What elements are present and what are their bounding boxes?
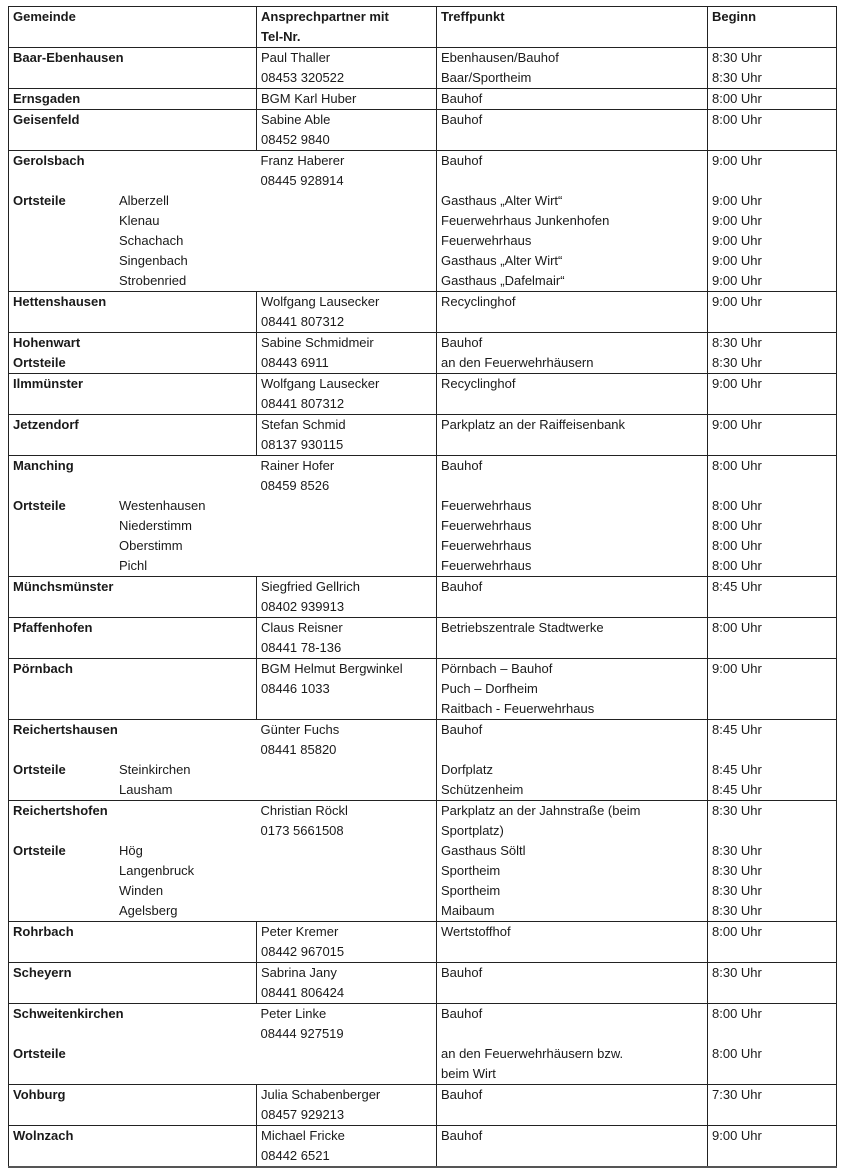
ortsteil-start-time: 9:00 Uhr (712, 193, 762, 208)
gemeinde-cell (9, 110, 257, 151)
gemeinde-cell (9, 374, 257, 415)
ortsteil-meeting-point: Feuerwehrhaus (441, 558, 532, 573)
ortsteile-label: Ortsteile (13, 762, 66, 777)
start-time: 9:00 Uhr (712, 1128, 762, 1143)
spacer (441, 476, 703, 496)
ortsteile-list (119, 760, 253, 800)
contact-cell (257, 456, 437, 577)
contact-phone: 08452 9840 (261, 132, 330, 147)
contact-phone: 08441 78-136 (261, 640, 342, 655)
start-time: 8:00 Uhr (712, 924, 762, 939)
contact-name: Sabine Able (261, 112, 331, 127)
ortsteil-meeting-point: Feuerwehrhaus (441, 518, 532, 533)
start-time: 8:45 Uhr (712, 722, 762, 737)
ortsteil-name: Niederstimm (119, 518, 192, 533)
table-row (9, 963, 837, 1004)
treffpunkt-cell (437, 151, 708, 292)
ortsteil-name: Klenau (119, 213, 160, 228)
meeting-point: Parkplatz an der Jahnstraße (beim (441, 803, 641, 818)
header-treffpunkt (437, 7, 708, 48)
beginn-cell (708, 801, 837, 922)
contact-phone: 08446 1033 (261, 681, 330, 696)
start-time: 9:00 Uhr (712, 153, 762, 168)
spacer (712, 1024, 832, 1044)
ortsteil-name: Hög (119, 843, 143, 858)
start-time: 9:00 Uhr (712, 661, 762, 676)
gemeinde-cell (9, 1085, 257, 1126)
treffpunkt-cell (437, 456, 708, 577)
ortsteil-meeting-point: Gasthaus „Alter Wirt“ (441, 193, 563, 208)
contact-name: Franz Haberer (260, 153, 345, 168)
ortsteil-name: Winden (119, 883, 164, 898)
gemeinde-cell (9, 577, 257, 618)
beginn-cell (708, 659, 837, 720)
gemeinde-cell (9, 333, 257, 374)
header-beginn-label: Beginn (712, 9, 757, 24)
meeting-point: Bauhof (441, 91, 483, 106)
contact-name: Wolfgang Lausecker (261, 294, 380, 309)
ortsteil-meeting-point: Schützenheim (441, 782, 524, 797)
beginn-cell (708, 577, 837, 618)
header-contact-line1: Ansprechpartner mit (261, 9, 389, 24)
contact-phone: 0173 5661508 (260, 823, 344, 838)
start-time: 7:30 Uhr (712, 1087, 762, 1102)
gemeinde-name: Geisenfeld (13, 112, 80, 127)
ortsteil-name: Singenbach (119, 253, 188, 268)
beginn-cell (708, 1126, 837, 1168)
ortsteile-label: Ortsteile (13, 1046, 66, 1061)
contact-name: Julia Schabenberger (261, 1087, 381, 1102)
spacer (13, 476, 253, 496)
ortsteil-start-time: 8:00 Uhr (712, 518, 762, 533)
contact-name: Sabine Schmidmeir (261, 335, 374, 350)
ortsteil-meeting-point: Feuerwehrhaus (441, 538, 532, 553)
ortsteil-meeting-point: Feuerwehrhaus (441, 233, 532, 248)
contact-name: Peter Linke (260, 1006, 327, 1021)
start-time: 8:00 Uhr (712, 1006, 762, 1021)
contact-cell (257, 292, 437, 333)
contact-cell (257, 151, 437, 292)
contact-cell (257, 922, 437, 963)
contact-name: Siegfried Gellrich (261, 579, 360, 594)
start-time: 8:00 Uhr (712, 620, 762, 635)
table-row (9, 618, 837, 659)
ortsteil-start-time: 8:30 Uhr (712, 883, 762, 898)
ortsteil-name: Pichl (119, 558, 148, 573)
beginn-cell (708, 1085, 837, 1126)
contact-phone: 08137 930115 (261, 437, 344, 452)
contact-cell (257, 48, 437, 89)
table-row (9, 1126, 837, 1168)
beginn-cell (708, 89, 837, 110)
contact-cell (257, 415, 437, 456)
start-time (712, 821, 832, 841)
ortsteil-name: Langenbruck (119, 863, 195, 878)
contact-name: Sabrina Jany (261, 965, 337, 980)
contact-phone: 08445 928914 (260, 173, 344, 188)
ortsteil-start-time: 8:00 Uhr (712, 498, 762, 513)
start-time: 8:00 Uhr (712, 112, 762, 127)
start-time: 8:30 Uhr (712, 803, 762, 818)
ortsteil-start-time: 8:00 Uhr (712, 538, 762, 553)
contact-cell (257, 1126, 437, 1168)
gemeinde-cell (9, 89, 257, 110)
meeting-point: Pörnbach – Bauhof (441, 661, 553, 676)
header-contact (257, 7, 437, 48)
contact-cell (257, 89, 437, 110)
meeting-point: Puch – Dorfheim (441, 681, 538, 696)
table-row (9, 415, 837, 456)
contact-cell (257, 333, 437, 374)
gemeinde-cell (9, 720, 257, 801)
table-row (9, 456, 837, 577)
ortsteil-start-time: 8:45 Uhr (712, 782, 762, 797)
table-row (9, 1085, 837, 1126)
meeting-point: Bauhof (441, 1087, 483, 1102)
ortsteil-name: Schachach (119, 233, 184, 248)
gemeinde-name: Reichertshausen (13, 722, 118, 737)
gemeinde-cell (9, 618, 257, 659)
treffpunkt-cell (437, 1004, 708, 1085)
ortsteil-start-time: 8:00 Uhr (712, 558, 762, 573)
table-row (9, 292, 837, 333)
contact-name: Rainer Hofer (260, 458, 335, 473)
gemeinde-name: Schweitenkirchen (13, 1006, 124, 1021)
ortsteile-label: Ortsteile (13, 843, 66, 858)
contact-phone: 08442 967015 (261, 944, 345, 959)
contact-phone: 08402 939913 (261, 599, 345, 614)
ortsteil-name: Strobenried (119, 273, 187, 288)
beginn-cell (708, 151, 837, 292)
ortsteil-name: Steinkirchen (119, 762, 191, 777)
header-treffpunkt-label: Treffpunkt (441, 9, 505, 24)
treffpunkt-cell (437, 292, 708, 333)
gemeinde-name: Gerolsbach (13, 153, 85, 168)
beginn-cell (708, 963, 837, 1004)
spacer (13, 171, 253, 191)
ortsteil-name: Oberstimm (119, 538, 183, 553)
contact-phone: 08459 8526 (260, 478, 330, 493)
header-beginn (708, 7, 837, 48)
ortsteil-start-time: 9:00 Uhr (712, 273, 762, 288)
ortsteil-start-time: 9:00 Uhr (712, 233, 762, 248)
gemeinde-name: Hettenshausen (13, 294, 107, 309)
treffpunkt-cell (437, 963, 708, 1004)
meeting-point: Bauhof (441, 153, 483, 168)
start-time: 8:30 Uhr (712, 355, 762, 370)
beginn-cell (708, 333, 837, 374)
treffpunkt-cell (437, 801, 708, 922)
gemeinde-cell (9, 415, 257, 456)
table-row (9, 110, 837, 151)
gemeinde-name: Baar-Ebenhausen (13, 50, 124, 65)
gemeinde-cell (9, 963, 257, 1004)
ortsteil-name: Agelsberg (119, 903, 178, 918)
contact-phone: 08441 807312 (261, 396, 345, 411)
ortsteil-start-time: 8:30 Uhr (712, 843, 762, 858)
table-header-row (9, 7, 837, 48)
treffpunkt-cell (437, 48, 708, 89)
gemeinde-name: Ilmmünster (13, 376, 84, 391)
beginn-cell (708, 48, 837, 89)
meeting-point: Bauhof (441, 722, 483, 737)
ortsteile-list (119, 496, 253, 576)
contact-cell (257, 801, 437, 922)
ortsteil-start-time: 8:30 Uhr (712, 863, 762, 878)
table-body (9, 48, 837, 1168)
contact-phone: 08441 807312 (261, 314, 345, 329)
start-time: 8:30 Uhr (712, 965, 762, 980)
contact-name: Peter Kremer (261, 924, 339, 939)
contact-phone: 08453 320522 (261, 70, 345, 85)
meeting-point: Raitbach - Feuerwehrhaus (441, 701, 595, 716)
ortsteil-start-time: 9:00 Uhr (712, 253, 762, 268)
ortsteil-name: Alberzell (119, 193, 169, 208)
contact-cell (257, 618, 437, 659)
start-time: 9:00 Uhr (712, 417, 762, 432)
spacer (712, 476, 832, 496)
meeting-point: Parkplatz an der Raiffeisenbank (441, 417, 626, 432)
treffpunkt-cell (437, 1085, 708, 1126)
gemeinde-cell (9, 922, 257, 963)
table-row (9, 922, 837, 963)
contact-name: Stefan Schmid (261, 417, 346, 432)
beginn-cell (708, 720, 837, 801)
gemeinde-name: Hohenwart (13, 335, 81, 350)
ortsteil-meeting-point: Dorfplatz (441, 762, 494, 777)
gemeinde-cell (9, 1126, 257, 1168)
gemeinde-cell (9, 801, 257, 922)
treffpunkt-cell (437, 374, 708, 415)
beginn-cell (708, 1004, 837, 1085)
spacer (441, 740, 703, 760)
contact-name: Wolfgang Lausecker (261, 376, 380, 391)
gemeinde-name: Münchsmünster (13, 579, 114, 594)
start-time: 9:00 Uhr (712, 376, 762, 391)
ortsteil-start-time: 9:00 Uhr (712, 213, 762, 228)
meeting-point: Wertstoffhof (441, 924, 511, 939)
beginn-cell (708, 415, 837, 456)
gemeinde-cell (9, 292, 257, 333)
ortsteile-list (119, 841, 253, 921)
contact-name: Günter Fuchs (260, 722, 340, 737)
table-row (9, 577, 837, 618)
gemeinde-name: Jetzendorf (13, 417, 79, 432)
ortsteil-name: Westenhausen (119, 498, 206, 513)
beginn-cell (708, 922, 837, 963)
table-row (9, 801, 837, 922)
contact-name: BGM Karl Huber (261, 91, 357, 106)
treffpunkt-cell (437, 659, 708, 720)
ortsteile-block (13, 841, 253, 921)
contact-phone: 08442 6521 (261, 1148, 330, 1163)
table-row (9, 1004, 837, 1085)
contact-cell (257, 374, 437, 415)
ortsteil-meeting-point: an den Feuerwehrhäusern bzw. (441, 1046, 624, 1061)
contact-cell (257, 1085, 437, 1126)
gemeinde-name: Scheyern (13, 965, 72, 980)
meeting-point: Bauhof (441, 1128, 483, 1143)
gemeinde-cell (9, 48, 257, 89)
ortsteile-list (119, 191, 253, 291)
contact-name: Paul Thaller (261, 50, 331, 65)
table-row (9, 333, 837, 374)
gemeinde-name: Reichertshofen (13, 803, 108, 818)
ortsteile-label: Ortsteile (13, 355, 66, 370)
header-contact-line2: Tel-Nr. (261, 29, 301, 44)
ortsteil-meeting-point: Maibaum (441, 903, 495, 918)
ortsteil-meeting-point: beim Wirt (441, 1066, 496, 1081)
meeting-point: Recyclinghof (441, 294, 516, 309)
spacer (13, 740, 253, 760)
ortsteil-meeting-point: Gasthaus „Dafelmair“ (441, 273, 565, 288)
treffpunkt-cell (437, 618, 708, 659)
beginn-cell (708, 110, 837, 151)
start-time: 8:00 Uhr (712, 458, 762, 473)
gemeinde-name: Rohrbach (13, 924, 74, 939)
ortsteil-meeting-point: Feuerwehrhaus (441, 498, 532, 513)
table-row (9, 659, 837, 720)
gemeinde-cell (9, 1004, 257, 1085)
contact-cell (257, 720, 437, 801)
contact-name: Michael Fricke (261, 1128, 345, 1143)
meeting-point: an den Feuerwehrhäusern (441, 355, 594, 370)
ortsteil-meeting-point: Sportheim (441, 863, 501, 878)
ortsteile-label: Ortsteile (13, 498, 66, 513)
ortsteil-start-time (712, 1064, 832, 1084)
gemeinde-cell (9, 659, 257, 720)
gemeinde-name: Vohburg (13, 1087, 66, 1102)
table-row (9, 89, 837, 110)
contact-cell (257, 577, 437, 618)
ortsteile-block (13, 1044, 253, 1064)
beginn-cell (708, 374, 837, 415)
start-time: 8:45 Uhr (712, 579, 762, 594)
treffpunkt-cell (437, 333, 708, 374)
gemeinde-name: Ernsgaden (13, 91, 81, 106)
meeting-point: Bauhof (441, 112, 483, 127)
meeting-point: Bauhof (441, 458, 483, 473)
ortsteil-start-time: 8:30 Uhr (712, 903, 762, 918)
meeting-point: Bauhof (441, 579, 483, 594)
beginn-cell (708, 456, 837, 577)
spacer (441, 1024, 703, 1044)
contact-phone: 08441 85820 (260, 742, 337, 757)
start-time: 8:30 Uhr (712, 70, 762, 85)
collection-schedule-table (8, 6, 837, 1168)
meeting-point: Ebenhausen/Bauhof (441, 50, 559, 65)
ortsteil-meeting-point: Feuerwehrhaus Junkenhofen (441, 213, 610, 228)
ortsteil-start-time: 8:45 Uhr (712, 762, 762, 777)
treffpunkt-cell (437, 89, 708, 110)
contact-phone: 08444 927519 (260, 1026, 344, 1041)
treffpunkt-cell (437, 415, 708, 456)
ortsteile-list (119, 1044, 253, 1064)
start-time: 9:00 Uhr (712, 294, 762, 309)
contact-cell (257, 1004, 437, 1085)
beginn-cell (708, 618, 837, 659)
contact-cell (257, 110, 437, 151)
table-row (9, 374, 837, 415)
spacer (13, 1024, 253, 1044)
table-row (9, 48, 837, 89)
ortsteile-block (13, 191, 253, 291)
gemeinde-name: Manching (13, 458, 74, 473)
gemeinde-name: Pörnbach (13, 661, 73, 676)
table-row (9, 151, 837, 292)
gemeinde-name: Wolnzach (13, 1128, 74, 1143)
contact-phone: 08443 6911 (261, 355, 329, 370)
ortsteile-block (13, 496, 253, 576)
meeting-point: Betriebszentrale Stadtwerke (441, 620, 604, 635)
treffpunkt-cell (437, 922, 708, 963)
contact-cell (257, 659, 437, 720)
meeting-point: Bauhof (441, 335, 483, 350)
meeting-point: Bauhof (441, 1006, 483, 1021)
contact-name: Christian Röckl (260, 803, 348, 818)
beginn-cell (708, 292, 837, 333)
ortsteil-meeting-point: Gasthaus „Alter Wirt“ (441, 253, 563, 268)
ortsteil-start-time: 8:00 Uhr (712, 1046, 762, 1061)
spacer (712, 740, 832, 760)
start-time: 8:30 Uhr (712, 335, 762, 350)
meeting-point: Bauhof (441, 965, 483, 980)
ortsteil-name: Lausham (119, 782, 173, 797)
contact-phone: 08457 929213 (261, 1107, 345, 1122)
ortsteil-meeting-point: Gasthaus Söltl (441, 843, 526, 858)
spacer (441, 171, 703, 191)
treffpunkt-cell (437, 720, 708, 801)
gemeinde-name: Pfaffenhofen (13, 620, 93, 635)
start-time: 8:30 Uhr (712, 50, 762, 65)
contact-phone: 08441 806424 (261, 985, 345, 1000)
treffpunkt-cell (437, 577, 708, 618)
meeting-point: Baar/Sportheim (441, 70, 532, 85)
contact-cell (257, 963, 437, 1004)
header-gemeinde-label: Gemeinde (13, 9, 76, 24)
start-time: 8:00 Uhr (712, 91, 762, 106)
gemeinde-cell (9, 456, 257, 577)
ortsteile-label: Ortsteile (13, 193, 66, 208)
gemeinde-cell (9, 151, 257, 292)
spacer (712, 171, 832, 191)
table-row (9, 720, 837, 801)
spacer (13, 821, 253, 841)
ortsteil-meeting-point: Sportheim (441, 883, 501, 898)
meeting-point: Sportplatz) (441, 823, 504, 838)
contact-name: Claus Reisner (261, 620, 343, 635)
ortsteile-block (13, 760, 253, 800)
treffpunkt-cell (437, 1126, 708, 1168)
meeting-point: Recyclinghof (441, 376, 516, 391)
contact-name: BGM Helmut Bergwinkel (261, 661, 403, 676)
header-gemeinde (9, 7, 257, 48)
treffpunkt-cell (437, 110, 708, 151)
